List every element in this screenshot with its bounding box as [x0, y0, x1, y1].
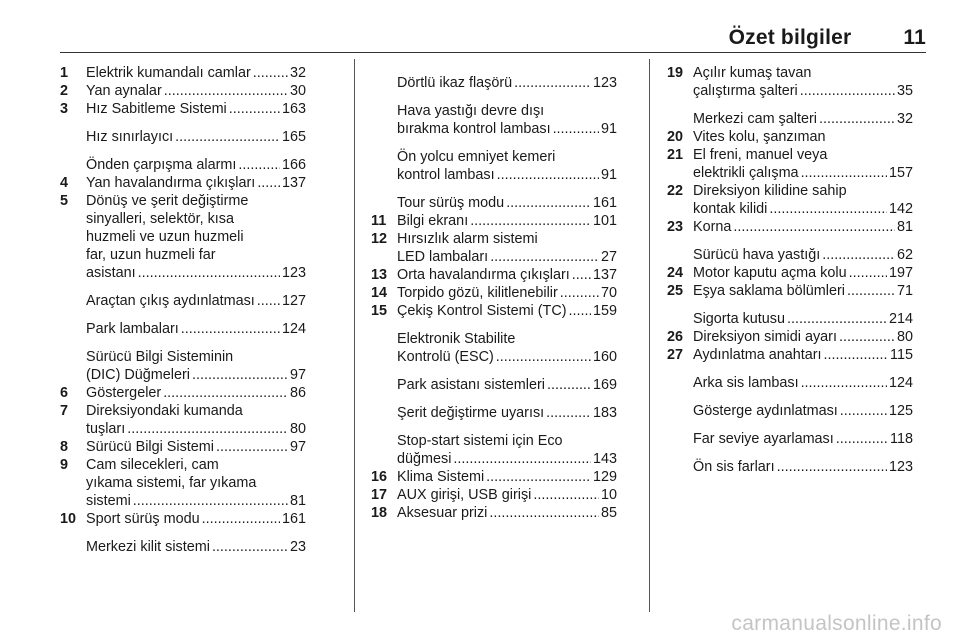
index-entry [371, 432, 617, 468]
item-number: 15 [371, 303, 388, 319]
page-ref: 123 [281, 265, 306, 281]
dot-leader [547, 376, 591, 394]
entry-text: Yan aynalar [86, 83, 162, 99]
dot-leader [497, 166, 599, 184]
entry-text: Park asistanı sistemleri [397, 377, 545, 393]
index-entry [60, 456, 306, 510]
dot-leader [181, 320, 280, 338]
entry-text: Arka sis lambası [693, 375, 799, 391]
item-number: 3 [60, 101, 69, 117]
page-ref: 32 [289, 65, 306, 81]
page-ref: 70 [600, 285, 617, 301]
item-number: 18 [371, 505, 388, 521]
index-entry [371, 330, 617, 366]
page-ref: 163 [281, 101, 306, 117]
dot-leader [560, 284, 599, 302]
index-entry [667, 282, 913, 300]
entry-text: sistemi [86, 493, 131, 509]
index-entry [371, 212, 617, 230]
entry-text: kontak kilidi [693, 201, 768, 217]
entry-text: far, uzun huzmeli far [86, 247, 216, 263]
page-ref: 81 [896, 219, 913, 235]
entry-text: Açılır kumaş tavan [693, 65, 812, 81]
index-entry [60, 128, 306, 146]
entry-text: Çekiş Kontrol Sistemi (TC) [397, 303, 567, 319]
page-ref: 183 [592, 405, 617, 421]
page-ref: 160 [592, 349, 617, 365]
page-ref: 23 [289, 539, 306, 555]
index-entry [60, 384, 306, 402]
page-ref: 123 [888, 459, 913, 475]
entry-text: Korna [693, 219, 732, 235]
dot-leader [238, 156, 280, 174]
entry-text: Bilgi ekranı [397, 213, 469, 229]
entry-text: Gösterge aydınlatması [693, 403, 838, 419]
index-entry [371, 230, 617, 266]
index-entry [371, 468, 617, 486]
column-divider [354, 59, 355, 612]
dot-leader [212, 538, 288, 556]
index-entry [60, 510, 306, 528]
index-entry [60, 402, 306, 438]
index-entry [667, 246, 913, 264]
index-entry [371, 194, 617, 212]
dot-leader [257, 292, 280, 310]
entry-text: Sport sürüş modu [86, 511, 200, 527]
dot-leader [257, 174, 280, 192]
entry-text: Tour sürüş modu [397, 195, 505, 211]
page-ref: 166 [281, 157, 306, 173]
page-ref: 143 [592, 451, 617, 467]
entry-text: Sigorta kutusu [693, 311, 785, 327]
index-entry [667, 64, 913, 100]
index-entry [371, 504, 617, 522]
page-ref: 137 [592, 267, 617, 283]
index-entry [371, 486, 617, 504]
entry-text: Ön yolcu emniyet kemeri [397, 149, 556, 165]
index-entry [667, 218, 913, 236]
index-entry [667, 458, 913, 476]
item-number: 19 [667, 65, 684, 81]
index-entry [371, 376, 617, 394]
index-column-1 [60, 64, 306, 556]
page-ref: 91 [600, 121, 617, 137]
entry-text: Cam silecekleri, cam [86, 457, 219, 473]
entry-text: Direksiyon simidi ayarı [693, 329, 837, 345]
page-ref: 129 [592, 469, 617, 485]
page-ref: 86 [289, 385, 306, 401]
entry-text: Dönüş ve şerit değiştirme [86, 193, 249, 209]
entry-text: Eşya saklama bölümleri [693, 283, 845, 299]
dot-leader [506, 194, 591, 212]
index-entry [667, 264, 913, 282]
entry-text: Kontrolü (ESC) [397, 349, 494, 365]
page-ref: 115 [890, 347, 913, 363]
item-number: 9 [60, 457, 69, 473]
page-ref: 62 [896, 247, 913, 263]
index-entry [60, 82, 306, 100]
dot-leader [822, 246, 895, 264]
index-column-2 [371, 64, 617, 522]
entry-text: Sürücü Bilgi Sisteminin [86, 349, 234, 365]
dot-leader [533, 486, 599, 504]
page-title: Özet bilgiler [728, 26, 852, 49]
entry-text: Far seviye ayarlaması [693, 431, 834, 447]
entry-text: AUX girişi, USB girişi [397, 487, 532, 503]
index-entry [667, 310, 913, 328]
item-number: 11 [371, 213, 387, 229]
item-number: 17 [371, 487, 388, 503]
page-header [60, 26, 926, 52]
index-entry [371, 102, 617, 138]
item-number: 4 [60, 175, 69, 191]
page-ref: 10 [600, 487, 617, 503]
dot-leader [133, 492, 288, 510]
entry-text: Göstergeler [86, 385, 162, 401]
item-number: 23 [667, 219, 684, 235]
entry-text: Sürücü hava yastığı [693, 247, 821, 263]
header-rule [60, 52, 926, 53]
page-ref: 30 [289, 83, 306, 99]
item-number: 20 [667, 129, 684, 145]
entry-text: Merkezi cam şalteri [693, 111, 817, 127]
dot-leader [453, 450, 591, 468]
page-ref: 80 [289, 421, 306, 437]
entry-text: Elektronik Stabilite [397, 331, 516, 347]
entry-text: kontrol lambası [397, 167, 495, 183]
entry-text: El freni, manuel veya [693, 147, 828, 163]
item-number: 13 [371, 267, 388, 283]
entry-text: düğmesi [397, 451, 452, 467]
index-entry [371, 404, 617, 422]
item-number: 16 [371, 469, 388, 485]
dot-leader [801, 164, 887, 182]
index-entry [60, 192, 306, 282]
entry-text: asistanı [86, 265, 136, 281]
entry-text: Şerit değiştirme uyarısı [397, 405, 545, 421]
dot-leader [777, 458, 887, 476]
entry-text: (DIC) Düğmeleri [86, 367, 190, 383]
entry-text: yıkama sistemi, far yıkama [86, 475, 257, 491]
index-entry [667, 430, 913, 448]
index-entry [667, 146, 913, 182]
entry-text: Torpido gözü, kilitlenebilir [397, 285, 558, 301]
entry-text: Orta havalandırma çıkışları [397, 267, 570, 283]
page-ref: 123 [592, 75, 617, 91]
entry-text: Hırsızlık alarm sistemi [397, 231, 538, 247]
entry-text: Klima Sistemi [397, 469, 485, 485]
dot-leader [839, 328, 895, 346]
page-ref: 124 [281, 321, 306, 337]
entry-text: Aydınlatma anahtarı [693, 347, 822, 363]
page-ref: 157 [888, 165, 913, 181]
page-ref: 81 [289, 493, 306, 509]
entry-text: Dörtlü ikaz flaşörü [397, 75, 513, 91]
index-entry [60, 538, 306, 556]
entry-text: Hava yastığı devre dışı [397, 103, 545, 119]
entry-text: sinyalleri, selektör, kısa [86, 211, 234, 227]
dot-leader [496, 348, 591, 366]
entry-text: Stop-start sistemi için Eco [397, 433, 563, 449]
entry-text: Motor kaputu açma kolu [693, 265, 847, 281]
entry-text: bırakma kontrol lambası [397, 121, 551, 137]
item-number: 6 [60, 385, 69, 401]
index-entry [60, 292, 306, 310]
index-entry [60, 348, 306, 384]
page-number: 11 [903, 26, 926, 49]
item-number: 21 [667, 147, 684, 163]
entry-text: Sürücü Bilgi Sistemi [86, 439, 214, 455]
dot-leader [175, 128, 280, 146]
entry-text: Direksiyondaki kumanda [86, 403, 243, 419]
watermark: carmanualsonline.info [731, 612, 942, 635]
entry-text: elektrikli çalışma [693, 165, 799, 181]
dot-leader [847, 282, 895, 300]
dot-leader [840, 402, 887, 420]
dot-leader [216, 438, 288, 456]
entry-text: Vites kolu, şanzıman [693, 129, 826, 145]
dot-leader [849, 264, 887, 282]
page-ref: 137 [281, 175, 306, 191]
index-entry [60, 100, 306, 118]
page-ref: 71 [896, 283, 913, 299]
page-ref: 159 [592, 303, 617, 319]
entry-text: Yan havalandırma çıkışları [86, 175, 256, 191]
entry-text: huzmeli ve uzun huzmeli [86, 229, 244, 245]
index-entry [60, 320, 306, 338]
item-number: 24 [667, 265, 684, 281]
index-column-3 [667, 64, 913, 476]
page-ref: 124 [888, 375, 913, 391]
item-number: 8 [60, 439, 69, 455]
dot-leader [569, 302, 591, 320]
dot-leader [138, 264, 280, 282]
dot-leader [192, 366, 288, 384]
entry-text: Merkezi kilit sistemi [86, 539, 210, 555]
dot-leader [163, 384, 288, 402]
index-entry [371, 148, 617, 184]
item-number: 25 [667, 283, 684, 299]
page-ref: 32 [896, 111, 913, 127]
item-number: 1 [60, 65, 69, 81]
page-ref: 91 [600, 167, 617, 183]
dot-leader [819, 110, 895, 128]
page-ref: 165 [281, 129, 306, 145]
dot-leader [553, 120, 599, 138]
page-ref: 118 [890, 431, 913, 447]
index-entry [667, 328, 913, 346]
item-number: 14 [371, 285, 388, 301]
dot-leader [202, 510, 280, 528]
item-number: 7 [60, 403, 69, 419]
entry-text: Direksiyon kilidine sahip [693, 183, 847, 199]
dot-leader [787, 310, 887, 328]
index-entry [667, 182, 913, 218]
index-entry [371, 74, 617, 92]
entry-text: Ön sis farları [693, 459, 775, 475]
index-entry [371, 284, 617, 302]
index-entry [667, 110, 913, 128]
entry-text: Park lambaları [86, 321, 179, 337]
page-ref: 27 [600, 249, 617, 265]
entry-text: Önden çarpışma alarmı [86, 157, 237, 173]
page-ref: 127 [281, 293, 306, 309]
item-number: 27 [667, 347, 684, 363]
item-number: 26 [667, 329, 684, 345]
entry-text: Aksesuar prizi [397, 505, 488, 521]
dot-leader [572, 266, 591, 284]
dot-leader [127, 420, 288, 438]
dot-leader [486, 468, 591, 486]
index-entry [60, 64, 306, 82]
dot-leader [229, 100, 280, 118]
index-entry [667, 346, 913, 364]
dot-leader [490, 248, 599, 266]
index-entry [667, 128, 913, 146]
item-number: 10 [60, 511, 77, 527]
entry-text: Hız sınırlayıcı [86, 129, 174, 145]
dot-leader [546, 404, 591, 422]
dot-leader [733, 218, 895, 236]
entry-text: Hız Sabitleme Sistemi [86, 101, 227, 117]
item-number: 12 [371, 231, 388, 247]
index-entry [667, 374, 913, 392]
dot-leader [836, 430, 888, 448]
entry-text: Elektrik kumandalı camlar [86, 65, 251, 81]
page-ref: 161 [592, 195, 617, 211]
index-entry [667, 402, 913, 420]
entry-text: LED lambaları [397, 249, 489, 265]
dot-leader [164, 82, 288, 100]
index-entry [60, 156, 306, 174]
index-entry [60, 438, 306, 456]
page-ref: 35 [896, 83, 913, 99]
entry-text: tuşları [86, 421, 126, 437]
page-ref: 161 [281, 511, 306, 527]
page-ref: 214 [888, 311, 913, 327]
item-number: 2 [60, 83, 69, 99]
page-ref: 125 [888, 403, 913, 419]
dot-leader [824, 346, 889, 364]
page-ref: 142 [888, 201, 913, 217]
dot-leader [801, 374, 887, 392]
dot-leader [769, 200, 887, 218]
entry-text: Araçtan çıkış aydınlatması [86, 293, 255, 309]
page-ref: 97 [289, 367, 306, 383]
page-ref: 85 [600, 505, 617, 521]
dot-leader [489, 504, 599, 522]
page-ref: 97 [289, 439, 306, 455]
dot-leader [253, 64, 288, 82]
item-number: 5 [60, 193, 69, 209]
index-entry [371, 266, 617, 284]
column-divider [649, 59, 650, 612]
dot-leader [800, 82, 895, 100]
index-entry [371, 302, 617, 320]
dot-leader [470, 212, 591, 230]
page-ref: 169 [592, 377, 617, 393]
entry-text: çalıştırma şalteri [693, 83, 798, 99]
index-entry [60, 174, 306, 192]
page-ref: 197 [888, 265, 913, 281]
dot-leader [514, 74, 591, 92]
page-ref: 80 [896, 329, 913, 345]
item-number: 22 [667, 183, 684, 199]
page-ref: 101 [592, 213, 617, 229]
